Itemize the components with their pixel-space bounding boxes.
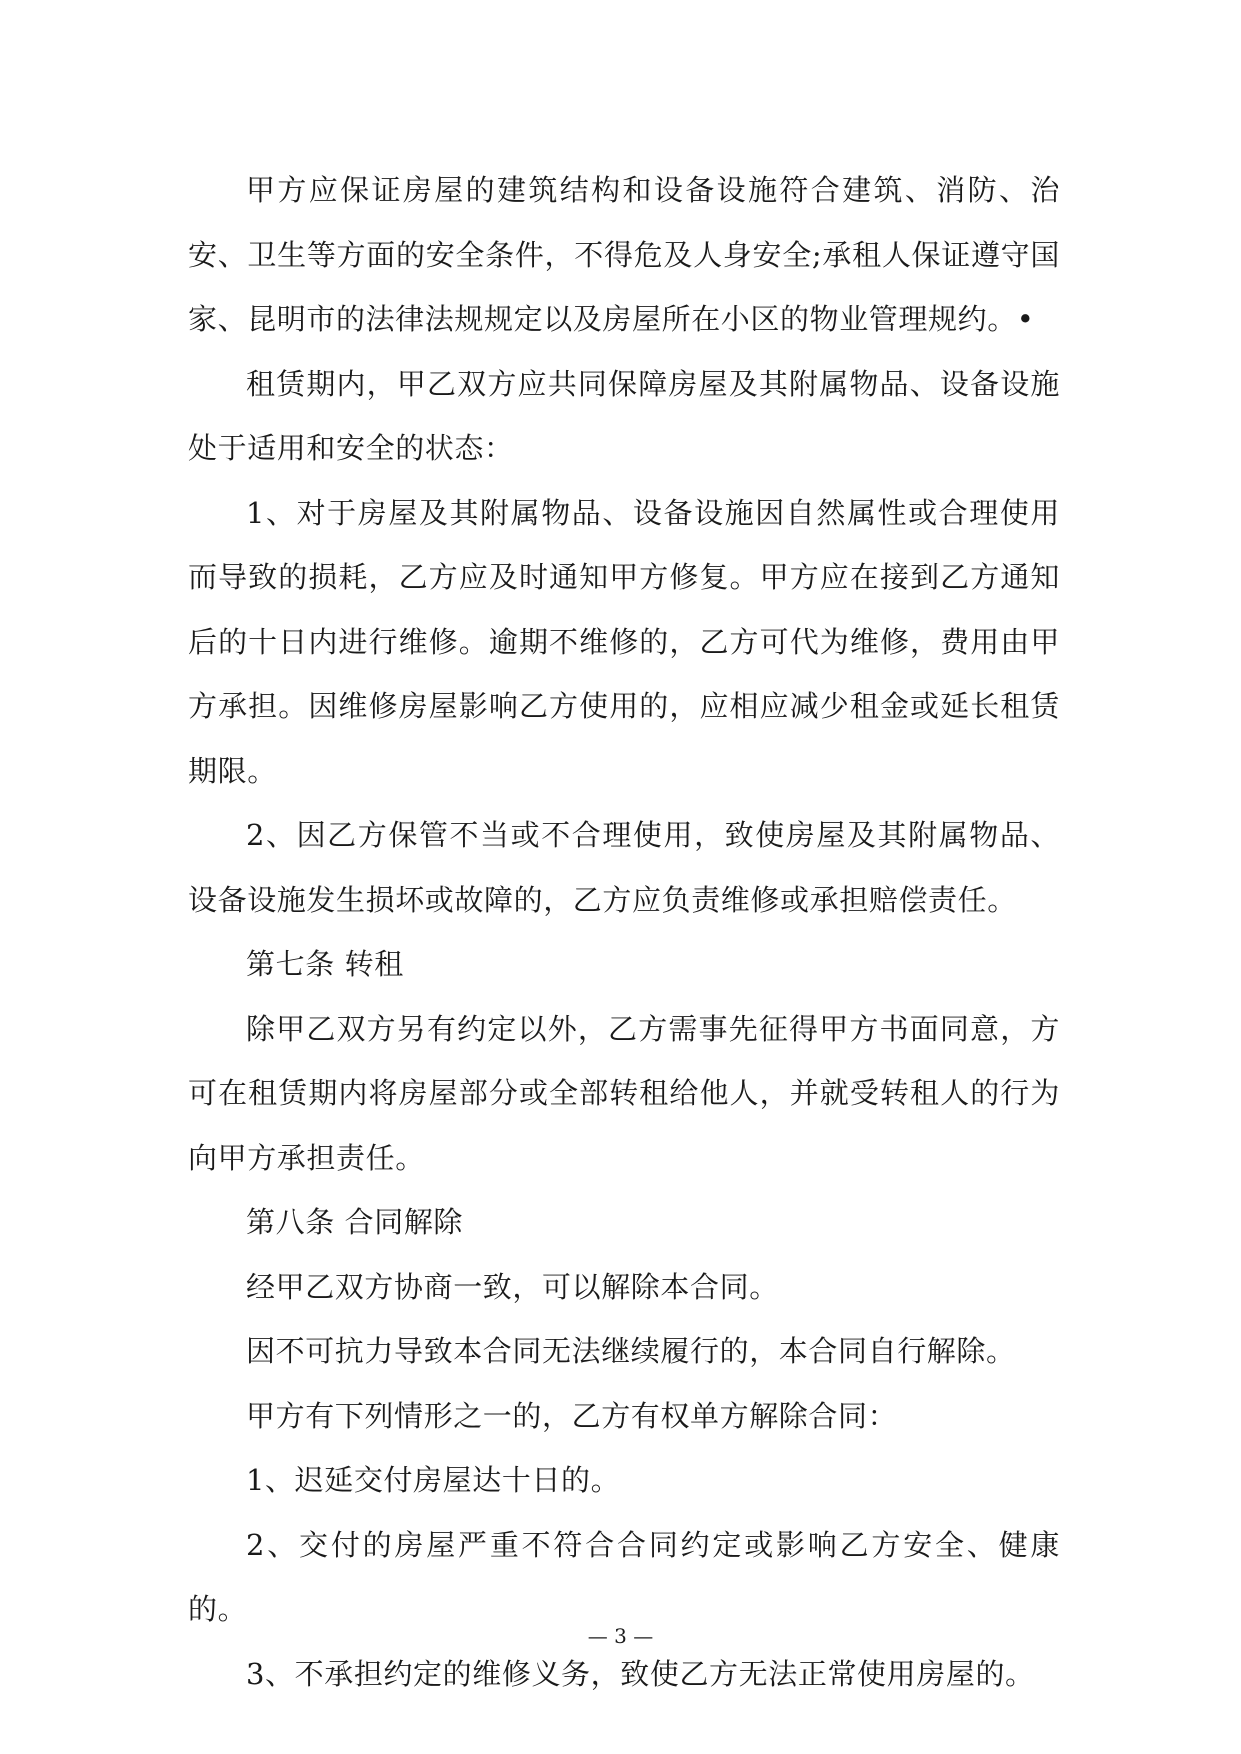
paragraph-termination-conditions: 甲方有下列情形之一的，乙方有权单方解除合同： [246, 1398, 898, 1433]
paragraph-force-majeure: 因不可抗力导致本合同无法继续履行的，本合同自行解除。 [246, 1334, 1016, 1368]
paragraph-sublease: 除甲乙双方另有约定以外，乙方需事先征得甲方书面同意，方可在租赁期内将房屋部分或全部转租给他人，并就受转租人的行为向甲方承担责任。 [188, 1011, 1060, 1175]
article-8-heading: 第八条 合同解除 [246, 1205, 464, 1239]
paragraph-condition-2: 2、交付的房屋严重不符合合同约定或影响乙方安全、健康的。 [188, 1527, 1060, 1626]
paragraph-condition-3: 3、不承担约定的维修义务，致使乙方无法正常使用房屋的。 [246, 1656, 1035, 1691]
paragraph-lease-period-maintenance: 租赁期内，甲乙双方应共同保障房屋及其附属物品、设备设施处于适用和安全的状态： [188, 366, 1060, 465]
paragraph-condition-1: 1、迟延交付房屋达十日的。 [246, 1463, 621, 1497]
paragraph-safety-obligations: 甲方应保证房屋的建筑结构和设备设施符合建筑、消防、治安、卫生等方面的安全条件，不得危及人身安全;承租人保证遵守国家、昆明市的法律法规规定以及房屋所在小区的物业管理规约。• [188, 173, 1060, 336]
article-7-heading: 第七条 转租 [246, 947, 404, 981]
document-body [188, 158, 1060, 1706]
page-number: — 3 — [587, 1624, 654, 1648]
paragraph-clause-2-damage: 2、因乙方保管不当或不合理使用，致使房屋及其附属物品、设备设施发生损坏或故障的，乙方应负责维修或承担赔偿责任。 [188, 818, 1060, 917]
paragraph-clause-1-repair: 1、对于房屋及其附属物品、设备设施因自然属性或合理使用而导致的损耗，乙方应及时通知甲方修复。甲方应在接到乙方通知后的十日内进行维修。逾期不维修的，乙方可代为维修，费用由甲方承担。因维修房屋影响乙方使用的，应相应减少租金或延长租赁期限。 [188, 495, 1060, 788]
paragraph-mutual-termination: 经甲乙双方协商一致，可以解除本合同。 [246, 1269, 779, 1304]
